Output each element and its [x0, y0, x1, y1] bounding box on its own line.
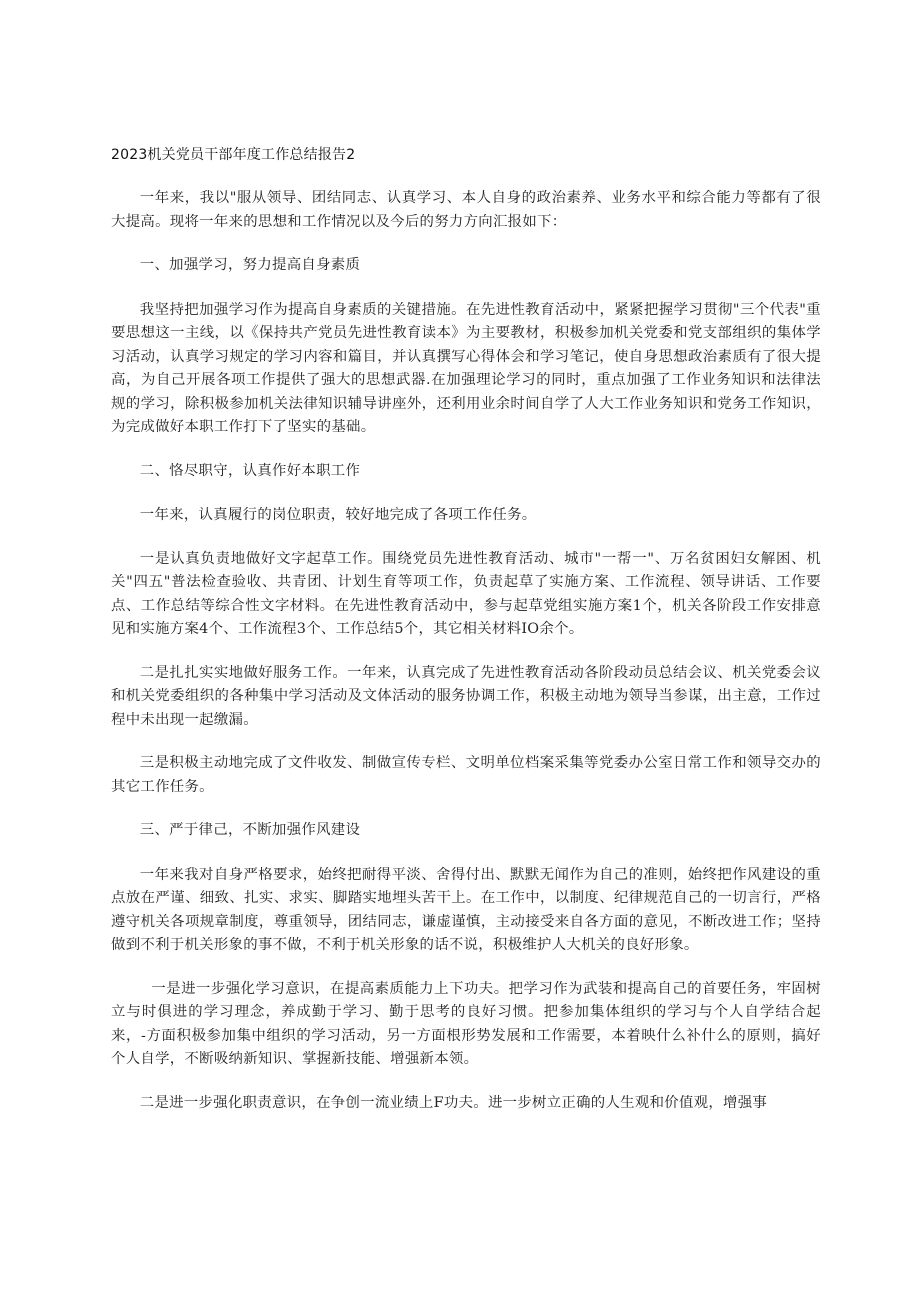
paragraph-service-work: 二是扎扎实实地做好服务工作。一年来，认真完成了先进性教育活动各阶段动员总结会议、机关党委会议和机关党委组织的各种集中学习活动及文体活动的服务协调工作，积极主动地为领导当参谋，出主意，工作过程中未出现一起缴漏。	[111, 664, 821, 728]
paragraph-duty-awareness: 二是进一步强化职责意识，在争创一流业绩上F功夫。进一步树立正确的人生观和价值观，增强事	[139, 1094, 768, 1111]
section-heading-3: 三、严于律己，不断加强作风建设	[139, 822, 361, 838]
section-heading-1: 一、加强学习，努力提高自身素质	[139, 257, 361, 273]
section-heading-2: 二、恪尽职守，认真作好本职工作	[139, 462, 361, 479]
paragraph-daily-work: 三是积极主动地完成了文件收发、制做宣传专栏、文明单位档案采集等党委办公室日常工作和领导交办的其它工作任务。	[111, 755, 821, 795]
document-title: 2023机关党员干部年度工作总结报告2	[111, 147, 356, 163]
paragraph-study: 我坚持把加强学习作为提高自身素质的关键措施。在先进性教育活动中，紧紧把握学习贯彻"三个代表"重要思想这一主线，以《保持共产党员先进性教育读本》为主要教材，积极参加机关党委和党支部组织的集体学习活动，认真学习规定的学习内容和篇目，并认真撰写心得体会和学习笔记，使自身思想政治素质有了很大提高，为自己开展各项工作提供了强大的思想武器.在加强理论学习的同时，重点加强了工作业务知识和法律法规的学习，除积极参加机关法律知识辅导讲座外，还利用业余时间自学了人大工作业务知识和党务工作知识，为完成做好本职工作打下了坚实的基础。	[111, 301, 821, 435]
paragraph-self-discipline: 一年来我对自身严格要求，始终把耐得平淡、舍得付出、默默无闻作为自己的准则，始终把作风建设的重点放在严谨、细致、扎实、求实、脚踏实地埋头苦干上。在工作中，以制度、纪律规范自己的一切言行，严格遵守机关各项规章制度，尊重领导，团结同志，谦虚谨慎，主动接受来自各方面的意见，不断改进工作；坚持做到不利于机关形象的事不做，不利于机关形象的话不说，积极维护人大机关的良好形象。	[111, 866, 821, 953]
paragraph-intro: 一年来，我以"服从领导、团结同志、认真学习、本人自身的政治素养、业务水平和综合能力等都有了很大提高。现将一年来的思想和工作情况以及今后的努力方向汇报如下：	[111, 190, 821, 230]
paragraph-learning-awareness: 一是进一步强化学习意识，在提高素质能力上下功夫。把学习作为武装和提高自己的首要任务，牢固树立与时俱进的学习理念，养成勤于学习、勤于思考的良好习惯。把参加集体组织的学习与个人自学结合起来，-方面积极参加集中组织的学习活动，另一方面根形势发展和工作需要，本着映什么补什么的原则，搞好个人自学，不断吸纳新知识、掌握新技能、增强新本领。	[111, 980, 821, 1067]
paragraph-drafting-work: 一是认真负责地做好文字起草工作。围绕党员先进性教育活动、城市"一帮一"、万名贫困妇女解困、机关"四五"普法检查验收、共青团、计划生育等项工作，负责起草了实施方案、工作流程、领导讲话、工作要点、工作总结等综合性文字材料。在先进性教育活动中，参与起草党组实施方案1个，机关各阶段工作安排意见和实施方案4个、工作流程3个、工作总结5个，其它相关材料IO余个。	[111, 550, 821, 637]
paragraph-duty-summary: 一年来，认真履行的岗位职责，较好地完成了各项工作任务。	[139, 507, 537, 523]
document-body	[111, 144, 821, 1135]
